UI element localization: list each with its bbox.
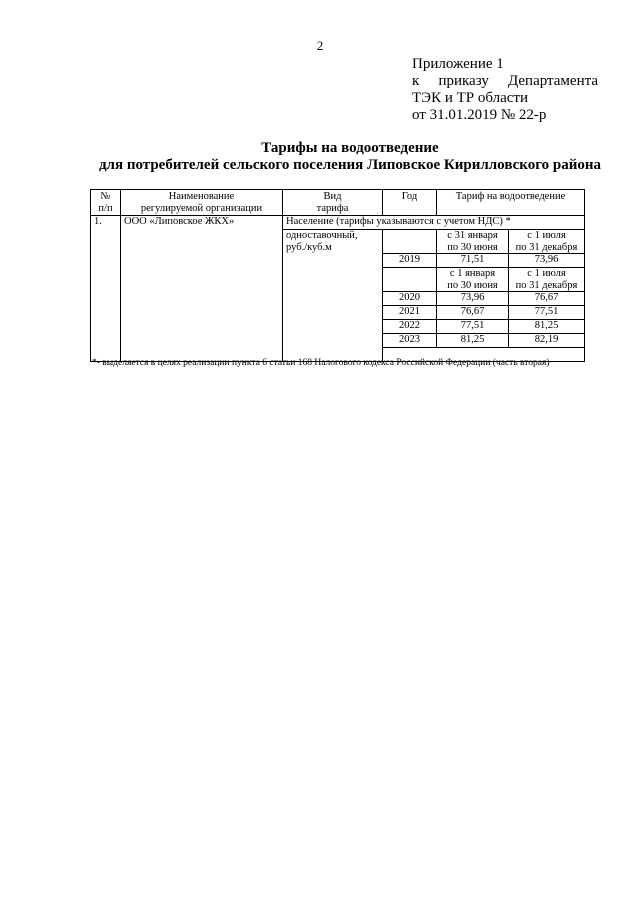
period-1-cell: [437, 268, 509, 292]
appendix-line-4: от 31.01.2019 № 22-р: [412, 107, 547, 123]
year-cell: 2021: [383, 306, 437, 320]
page-number: 2: [316, 38, 324, 53]
year-cell: 2020: [383, 292, 437, 306]
title-line-2: для потребителей сельского поселения Липовское Кирилловского района: [98, 157, 602, 173]
header-type-line-2: тарифа: [316, 202, 349, 214]
footnote: *- выделяется в целях реализации пункта 6 статьи 168 Налогового кодекса Российской Федерации (часть вторая): [92, 358, 550, 368]
tariff-value: 77,51: [509, 306, 585, 320]
tariff-value: 71,51: [437, 254, 509, 268]
period-2-cell: [509, 268, 585, 292]
year-cell: 2019: [383, 254, 437, 268]
period-line: с 1 июля: [527, 230, 566, 241]
tariff-value: 82,19: [509, 334, 585, 348]
empty-year-cell: [383, 268, 437, 292]
header-number-line-1: №: [100, 191, 111, 202]
tariff-value: 81,25: [509, 320, 585, 334]
organization-name: ООО «Липовское ЖКХ»: [121, 216, 283, 362]
tariff-type-line-2: руб./куб.м: [286, 241, 332, 253]
empty-year-cell: [383, 230, 437, 254]
header-year: Год: [383, 190, 437, 216]
year-cell: 2022: [383, 320, 437, 334]
period-line: с 31 января: [447, 230, 498, 241]
header-tariff: Тариф на водоотведение: [437, 190, 585, 216]
title-line-1: Тарифы на водоотведение: [261, 140, 439, 156]
header-organization-line-2: регулируемой организации: [140, 202, 263, 214]
population-label: Население (тарифы указываются с учетом НДС) *: [283, 216, 585, 230]
header-organization: [121, 190, 283, 216]
tariff-type: [283, 230, 383, 362]
header-number-line-2: п/п: [98, 202, 113, 214]
tariff-value: 81,25: [437, 334, 509, 348]
period-line: с 1 июля: [527, 268, 566, 279]
appendix-line-3: ТЭК и ТР области: [412, 90, 528, 106]
tariff-value: 76,67: [437, 306, 509, 320]
tariff-type-line-1: одноставочный,: [286, 230, 358, 241]
period-line: по 30 июня: [447, 279, 498, 291]
tariff-value: 77,51: [437, 320, 509, 334]
period-line: по 31 декабря: [515, 279, 578, 291]
header-tariff-type: [283, 190, 383, 216]
table-row: [91, 216, 585, 230]
tariff-value: 73,96: [509, 254, 585, 268]
appendix-line-1: Приложение 1: [412, 56, 504, 72]
header-type-line-1: Вид: [323, 191, 342, 202]
appendix-block: [412, 56, 598, 124]
row-number: 1.: [91, 216, 121, 362]
appendix-word: Департамента: [507, 73, 598, 89]
header-row: [91, 190, 585, 216]
tariff-value: 76,67: [509, 292, 585, 306]
appendix-line-2: [412, 73, 598, 90]
year-cell: 2023: [383, 334, 437, 348]
appendix-word: к: [412, 73, 420, 89]
period-1-cell: [437, 230, 509, 254]
period-2-cell: [509, 230, 585, 254]
header-number: [91, 190, 121, 216]
tariff-value: 73,96: [437, 292, 509, 306]
tariff-table: [90, 189, 585, 362]
document-title: [60, 140, 640, 174]
period-line: по 30 июня: [447, 241, 498, 253]
period-line: по 31 декабря: [515, 241, 578, 253]
period-line: с 1 января: [449, 268, 496, 279]
header-organization-line-1: Наименование: [168, 191, 235, 202]
appendix-word: приказу: [438, 73, 489, 89]
